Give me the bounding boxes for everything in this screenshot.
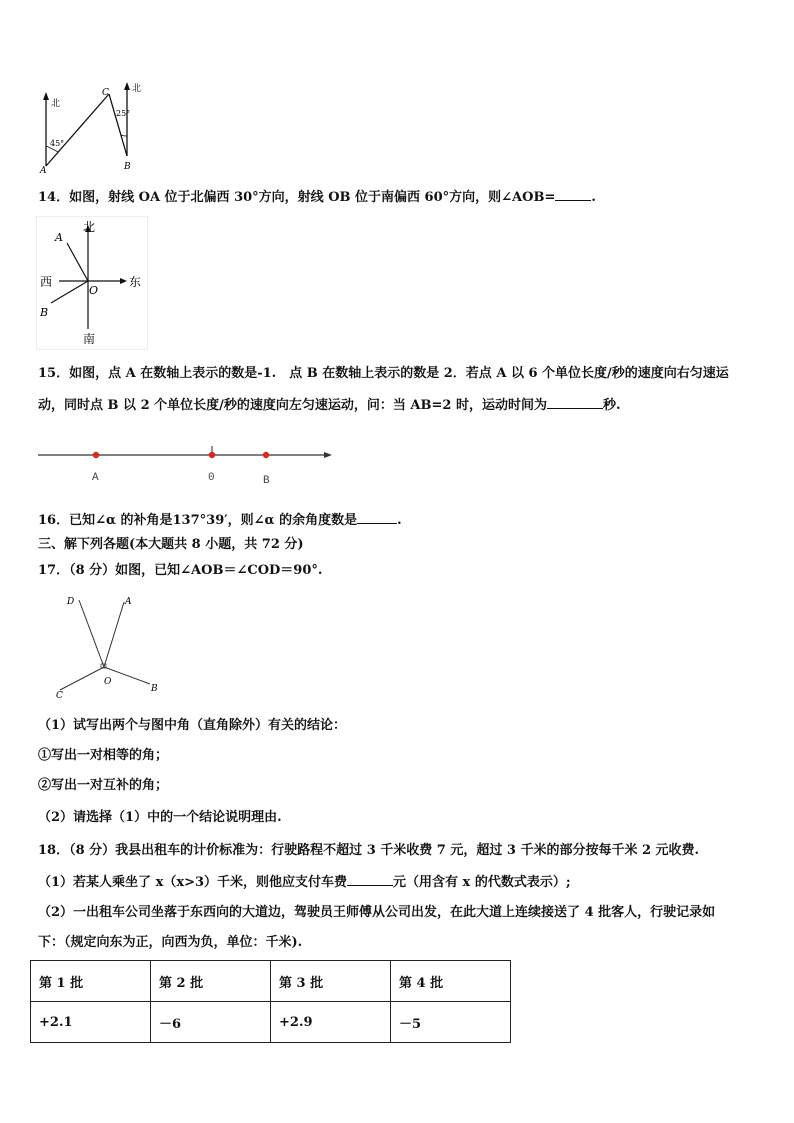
north-arrow-b-head <box>124 82 130 90</box>
table-header-cell: 第 3 批 <box>271 961 391 1002</box>
question-16 <box>38 511 402 529</box>
table-cell: －5 <box>391 1002 511 1043</box>
question-18-stem: 18．（8 分）我县出租车的计价标准为：行驶路程不超过 3 千米收费 7 元，超过 3 千米的部分按每千米 2 元收费. <box>38 843 700 858</box>
question-14 <box>38 188 596 206</box>
answer-blank-15 <box>547 396 603 409</box>
label-b: B <box>151 684 158 694</box>
label-north-1: 北 <box>51 99 61 109</box>
table-header-cell: 第 1 批 <box>31 961 151 1002</box>
label-a: A <box>125 597 132 607</box>
question-15-line-1: 15．如图，点 A 在数轴上表示的数是-1. 点 B 在数轴上表示的数是 2．若点 A 以 6 个单位长度/秒的速度向右匀速运 <box>38 366 729 381</box>
label-b: B <box>263 475 270 487</box>
label-a: A <box>92 472 99 484</box>
axis-e-head <box>120 278 127 284</box>
figure-q13-bearing <box>36 78 156 173</box>
question-14-tail: . <box>591 190 596 205</box>
figure-q14-compass <box>36 216 148 350</box>
label-b: B <box>40 306 49 319</box>
label-point-c: C <box>102 88 109 98</box>
figure-q17-angles <box>52 590 172 700</box>
question-15-line-2 <box>38 396 620 414</box>
label-o: O <box>89 284 99 297</box>
point-b <box>263 452 269 458</box>
ray-oa <box>67 243 88 281</box>
label-o: 0 <box>208 472 215 484</box>
label-east: 东 <box>129 275 142 289</box>
question-15-line-2-text: 动，同时点 B 以 2 个单位长度/秒的速度向左匀速运动，问：当 AB=2 时，运动时间为 <box>38 398 547 413</box>
question-16-tail: . <box>397 513 402 528</box>
figure-q15-number-line <box>36 440 336 490</box>
ray-oa <box>104 602 124 667</box>
angle-arc-b <box>121 135 127 136</box>
table-header-cell: 第 2 批 <box>151 961 271 1002</box>
table-header-cell: 第 4 批 <box>391 961 511 1002</box>
number-line-arrow <box>324 452 332 458</box>
label-c: C <box>56 691 63 700</box>
ray-oc <box>60 667 104 690</box>
question-17-item-1: ①写出一对相等的角； <box>38 748 169 763</box>
label-north: 北 <box>83 220 96 234</box>
question-17-item-2: ②写出一对互补的角； <box>38 778 169 793</box>
question-18-sub-1 <box>38 873 571 891</box>
label-angle-45: 45° <box>50 139 65 148</box>
question-18-sub-1-text: （1）若某人乘坐了 x（x>3）千米，则他应支付车费 <box>38 875 348 890</box>
question-18-sub-2-line-2: 下：（规定向东为正，向西为负，单位：千米). <box>38 935 303 950</box>
label-a: A <box>55 231 63 244</box>
question-15-line-2-tail: 秒. <box>602 398 621 413</box>
answer-blank-16 <box>357 511 397 524</box>
answer-blank-18 <box>347 873 393 886</box>
north-arrow-a-head <box>43 92 49 100</box>
label-south: 南 <box>83 332 96 346</box>
label-d: D <box>67 597 75 607</box>
section-3-heading: 三、解下列各题(本大题共 8 小题，共 72 分) <box>38 537 304 552</box>
question-17-stem: 17．（8 分）如图，已知∠AOB＝∠COD＝90°. <box>38 563 323 578</box>
table-cell: －6 <box>151 1002 271 1043</box>
question-17-sub-1: （1）试写出两个与图中角（直角除外）有关的结论： <box>38 718 347 733</box>
point-a <box>93 452 99 458</box>
label-point-a: A <box>40 166 47 173</box>
answer-blank-14 <box>555 188 591 201</box>
segment-cb <box>109 94 127 156</box>
question-18-sub-1-tail: 元（用含有 x 的代数式表示）; <box>393 875 571 890</box>
ray-od <box>79 600 104 667</box>
ray-ob <box>51 281 88 303</box>
table-cell: +2.1 <box>31 1002 151 1043</box>
question-14-text: 14．如图，射线 OA 位于北偏西 30°方向，射线 OB 位于南偏西 60°方向，则∠AOB= <box>38 190 556 205</box>
label-point-b: B <box>124 162 131 172</box>
table-cell: +2.9 <box>271 1002 391 1043</box>
table-row <box>31 1002 511 1043</box>
driving-record-table <box>30 960 511 1043</box>
label-west: 西 <box>40 275 53 289</box>
question-18-sub-2-line-1: （2）一出租车公司坐落于东西向的大道边，驾驶员王师傅从公司出发，在此大道上连续接送了 4 批客人，行驶记录如 <box>38 905 716 920</box>
point-o <box>209 452 215 458</box>
table-header-row <box>31 961 511 1002</box>
question-17-sub-2: （2）请选择（1）中的一个结论说明理由. <box>38 810 282 825</box>
question-16-text: 16．已知∠α 的补角是137°39′，则∠α 的余角度数是 <box>38 513 358 528</box>
label-angle-25: 25° <box>116 109 131 118</box>
label-north-2: 北 <box>132 84 142 94</box>
label-o: O <box>104 677 112 687</box>
